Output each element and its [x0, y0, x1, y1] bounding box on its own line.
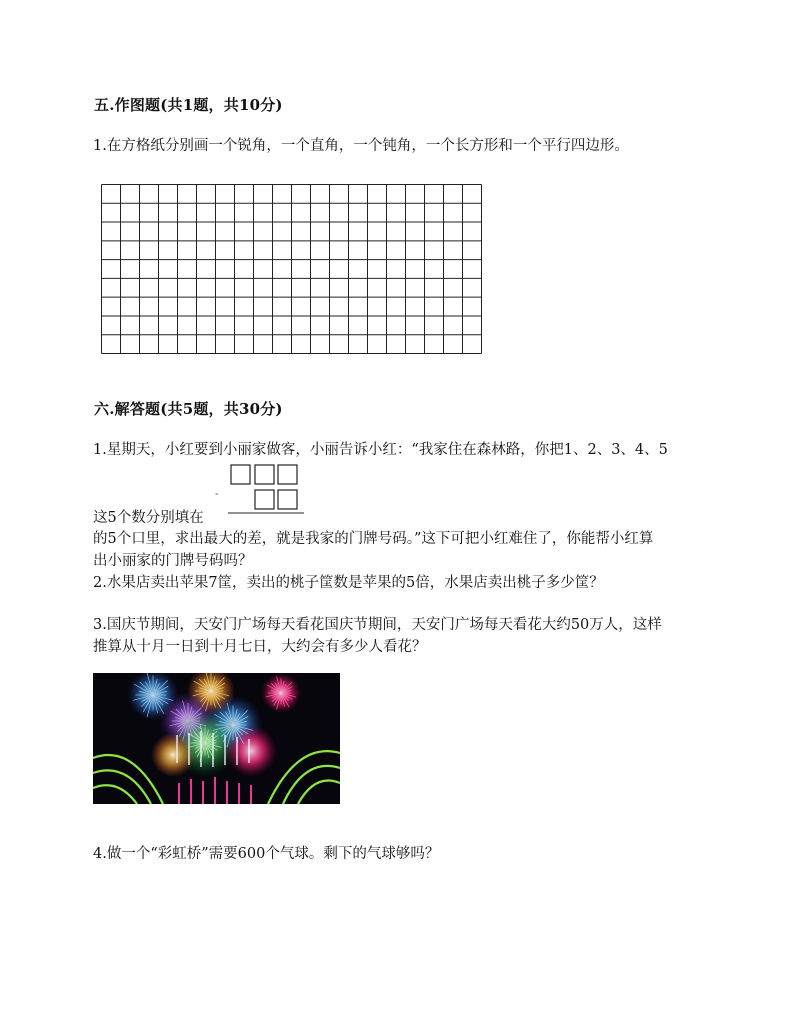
- fireworks-photo: [93, 673, 340, 804]
- subtraction-box-figure: [214, 462, 314, 514]
- section6-heading: 六.解答题(共5题，共30分): [94, 400, 283, 418]
- digit-box: [231, 465, 250, 484]
- section6-question-1-line-3: 的5个口里，求出最大的差，就是我家的门牌号码。”这下可把小红难住了，你能帮小红算: [93, 531, 654, 547]
- minus-sign: -: [215, 487, 219, 500]
- square-grid-paper: [101, 184, 482, 354]
- section6-question-1-line-4: 出小丽家的门牌号码吗？: [93, 553, 253, 569]
- section6-question-3-line-2: 推算从十月一日到十月七日，大约会有多少人看花？: [93, 639, 427, 655]
- section6-question-1-line-1: 1.星期天，小红要到小丽家做客，小丽告诉小红：“我家住在森林路，你把1、2、3、4、5: [93, 442, 668, 458]
- section6-question-3-line-1: 3.国庆节期间，天安门广场每天看花国庆节期间，天安门广场每天看花大约50万人，这样: [93, 617, 662, 633]
- section6-question-4: 4.做一个“彩虹桥”需要600个气球。剩下的气球够吗？: [93, 846, 440, 862]
- digit-box: [278, 490, 297, 509]
- digit-box: [255, 465, 274, 484]
- digit-box: [278, 465, 297, 484]
- section6-question-2: 2.水果店卖出苹果7筐，卖出的桃子筐数是苹果的5倍，水果店卖出桃子多少筐？: [93, 575, 604, 591]
- section6-question-1-line-2: 这5个数分别填在: [93, 510, 204, 526]
- digit-box: [255, 490, 274, 509]
- section5-heading: 五.作图题(共1题，共10分): [94, 96, 283, 114]
- section5-question-1: 1.在方格纸分别画一个锐角，一个直角，一个钝角，一个长方形和一个平行四边形。: [93, 138, 629, 154]
